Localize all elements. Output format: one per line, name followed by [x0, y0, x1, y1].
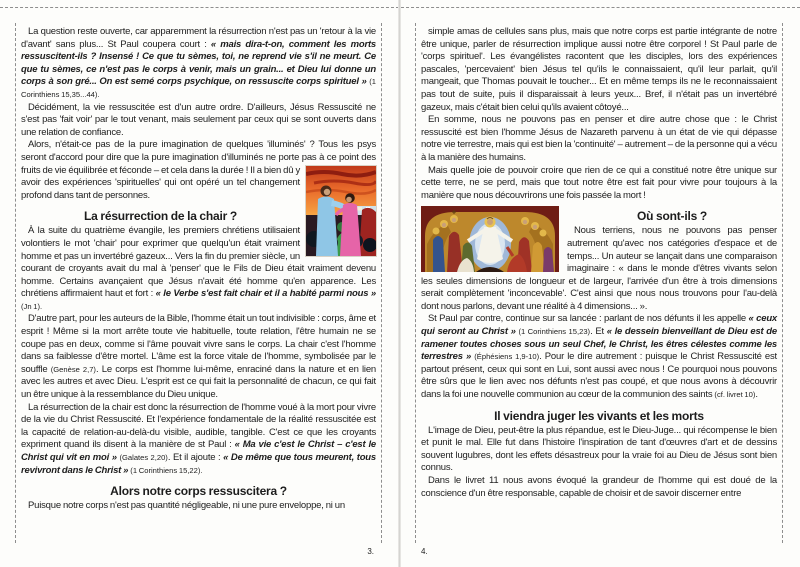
paragraph-resurrection-homme: La résurrection de la chair est donc la résurrection de l'homme voué à la mort pour vivre de la vie du Christ Ressuscité. Et l'expérience fondamentale de la réalité ressuscitée est la capacité de relation-au-delà-du visible, audible, tangible. C'est ce que les croyants expriment quand ils disent à la manière de st Paul : « Ma vie c'est le Christ – c'est le Christ qui vit en moi » (Galates 2,20). Et il ajoute : « De même que tous meurent, tous revivront dans le Christ » (1 Corinthiens 15,22). — [21, 401, 377, 476]
heading-corps-ressuscitera: Alors notre corps ressuscitera ? — [110, 484, 287, 499]
paragraph-dieu-juge: L'image de Dieu, peut-être la plus répandue, est le Dieu-Juge... qui récompense le bien et punit le mal. Elle fut dans l'histoire l'inspiration de tant d'œuvres d'art et de dessins souvent lugubres, dont les effets désastreux pour la vraie foi au Dieu de Jésus sont bien connus. — [421, 424, 777, 474]
page-3 — [15, 23, 382, 557]
paragraph-nous-terriens: Nous terriens, nous ne pouvons pas penser autrement qu'avec nos catégories d'espace et de temps... Un auteur se lançait dans une comparaison imaginaire : « dans le monde d'êtres vivants selon les seules dimensions de longueur et de largeur, l'arrivée d'un être à trois dimensions serait complètement 'inconcevable'. C'est ainsi que nous nous trouvons pour l'au-delà dont nous parlons, devant une réalité à 4 dimensions... ». — [421, 225, 777, 312]
resurrection-icon-art — [421, 206, 559, 272]
paragraph-quatrieme-evangile: À la suite du quatrième évangile, les premiers chrétiens utilisaient volontiers le mot 'chair' pour exprimer que quelqu'un était vraiment homme et pas un invertébré gazeux... Vers la fin du premier siècle, un courant de croyants avait du mal à 'penser' que le Fils de Dieu était vraiment devenu homme. Certains avançaient que Jésus n'avait été homme qu'en apparence. Les chrétiens affirmaient haut et fort : « le Verbe s'est fait chair et il a habité parmi nous » (Jn 1). — [21, 225, 376, 311]
paragraph-tout-indivisible: D'autre part, pour les auteurs de la Bible, l'homme était un tout indivisible : corps, âme et esprit ! Même si la mort arrête toute vie habituelle, toute relation, l'être humain ne se coupe pas en deux, comme si l'âme pouvait vivre sans le corps. La chair c'est l'homme dans sa faiblesse d'être mortel. L'âme est la force vitale de l'homme, symbolisée par le souffle (Genèse 2,7). Le corps est l'homme lui-même, enraciné dans la nature et en lien avec les autres et avec Dieu. L'esprit est ce qui fait la personnalité de chacun, ce qui fait un être unique à la ressemblance du Dieu unique. — [21, 313, 376, 401]
page-number-3: 3. — [367, 547, 374, 557]
paragraph-amas-cellules: simple amas de cellules sans plus, mais que notre corps est partie intégrante de notre être unique, parler de résurrection implique aussi notre être corporel ! St Paul parle de 'corps spirituel'. Les évangélistes racontent que les disciples, lors des expériences pascales, 'percevaient' bien Jésus tel qu'ils le connaissaient, qu'il leur parlait, qu'il mangeait, que Thomas pouvait le toucher... Et en même temps ils ne le reconnaissaient pas tout de suite, puis il disparaissait à leurs yeux... Bref, il n'était pas un invertébré gazeux, mais c'était bien celui qu'ils avaient côtoyé... — [421, 26, 777, 113]
painting-art — [306, 166, 376, 256]
paragraph-decidement: Décidément, la vie ressuscitée est d'un autre ordre. D'ailleurs, Jésus Ressuscité ne s'est pas 'fait voir' par le tout venant, mais seulement par ceux qui se sont ouverts dans une relation de confiance. — [21, 101, 376, 138]
paragraph-question-ouverte: La question reste ouverte, car apparemment la résurrection n'est pas un 'retour à la vie d'avant' sans plus... St Paul coupera court : « mais dira-t-on, comment les morts ressuscitent-ils ? Insensé ! Ce que tu sèmes, toi, ne reprend vie s'il ne meurt. Ce que tu sèmes, ce n'est pas le corps à venir, mais un grain... et Dieu lui donne un corps à son gré... On est semé corps psychique, on ressuscite corps spirituel » (1 Corinthiens 15,35...44). — [21, 26, 377, 99]
paragraph-livret-11: Dans le livret 11 nous avons évoqué la grandeur de l'homme qui est doué de la conscience d'un être responsable, capable de choisir et de savoir discerner entre — [421, 475, 777, 499]
page-4 — [415, 23, 783, 557]
paragraph-puisque-corps: Puisque notre corps n'est pas quantité négligeable, ni une pure enveloppe, ni un — [28, 500, 345, 512]
paragraph-en-somme: En somme, nous ne pouvons pas en penser et dire autre chose que : le Christ ressuscité est bien l'homme Jésus de Nazareth parvenu à un état de vie qui dépasse notre vie terrestre, mais qui est bien la 'continuité' – autrement – de la personne qui a vécu à la manière des humains. — [421, 114, 777, 163]
painting-jesus-blessing-woman — [306, 166, 376, 256]
paragraph-quelle-joie: Mais quelle joie de pouvoir croire que rien de ce qui a constitué notre être unique sur cette terre, ne se perd, mais que tout notre être est fait pour vivre pour toujours à la manière que nous découvrirons une fois passée la mort ! — [421, 164, 777, 201]
paragraph-illumines: Alors, n'était-ce pas de la pure imagination de quelques 'illuminés' ? Tous les psys seront d'accord pour dire que la pure imagination d'illuminés ne porte pas à ce point des fruits de vie équilibrée et féconde – et cela dans la durée ! Il a bien dû y avoir des expériences 'spirituelles' qui ont opéré un tel changement profond dans tant de personnes. — [21, 139, 376, 202]
page-gutter-fold — [398, 0, 401, 567]
paragraph-st-paul-lancee: St Paul par contre, continue sur sa lancée : parlant de nos défunts il les appelle « ceux qui seront au Christ » (1 Corinthiens 15,23). Et « le dessein bienveillant de Dieu est de ramener toutes choses sous un seul Chef, le Christ, les êtres célestes comme les terrestres » (Éphésiens 1,9-10). Pour le dire autrement : puisque le Christ Ressuscité est partout présent, ceux qui sont en Lui, sont aussi avec nous ! Ce pourquoi nous pouvons être sûrs que le lien avec nos défunts n'est pas coupé, et que nous avons à découvrir dans la foi une nouvelle communion au cœur de la communion des saints (cf. livret 10). — [421, 313, 778, 401]
heading-resurrection-chair: La résurrection de la chair ? — [84, 209, 237, 224]
heading-ou-sont-ils: Où sont-ils ? — [637, 209, 707, 224]
resurrection-anastasis-icon — [421, 206, 559, 272]
page-number-4: 4. — [421, 547, 428, 557]
heading-juger-vivants-morts: Il viendra juger les vivants et les morts — [494, 408, 704, 423]
